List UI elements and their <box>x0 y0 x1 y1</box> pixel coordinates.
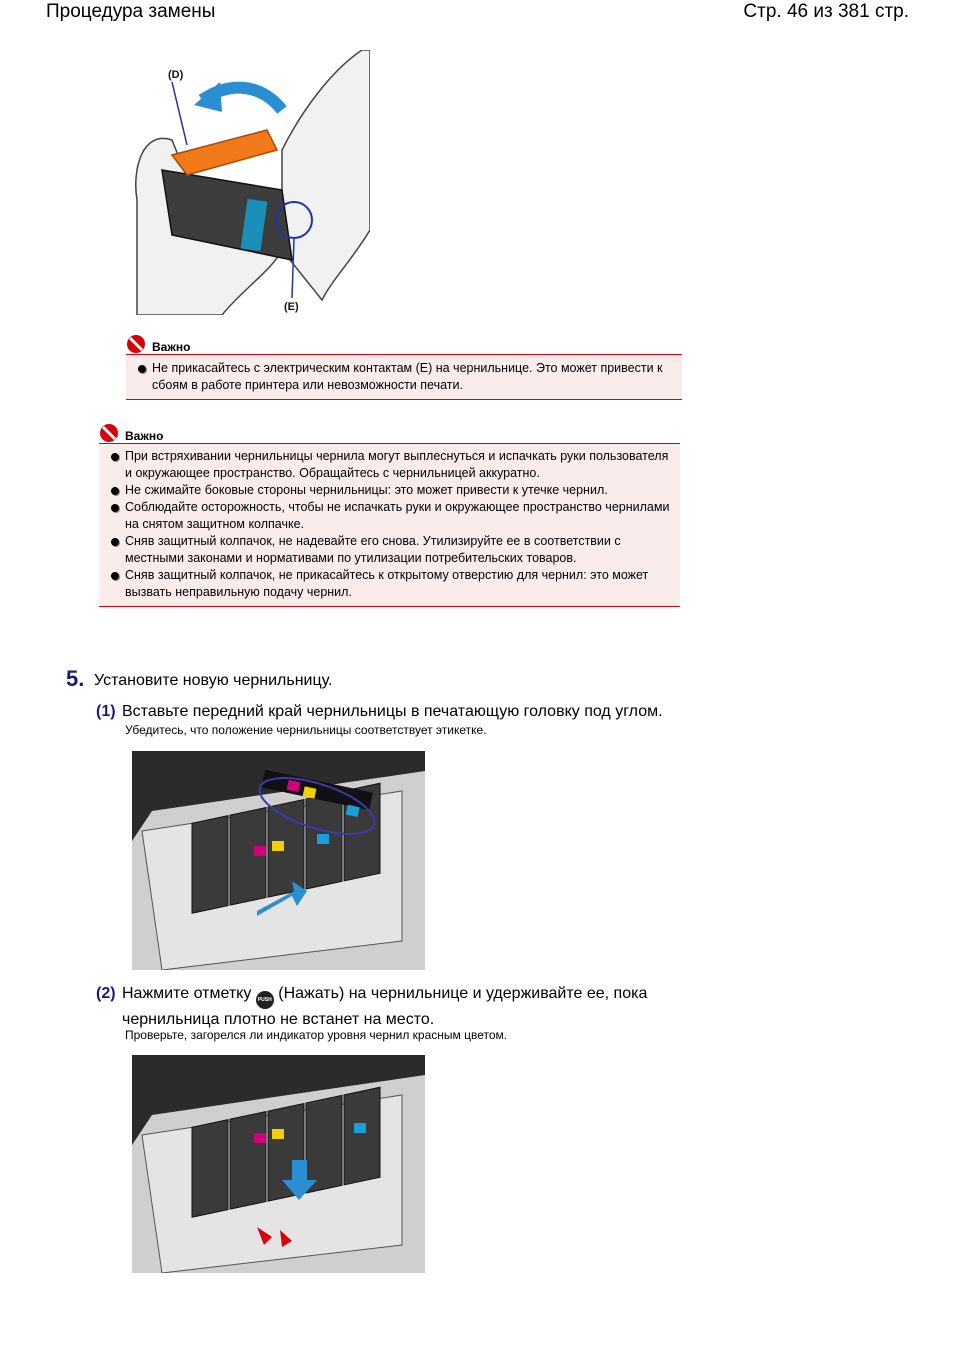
substep-1-note: Убедитесь, что положение чернильницы соответствует этикетке. <box>125 723 487 737</box>
label-e: (E) <box>284 301 299 313</box>
list-item: Сняв защитный колпачок, не надевайте его снова. Утилизируйте ее в соответствии с местными законами и нормативами по утилизации потребительских товаров. <box>111 533 674 567</box>
important-title: Важно <box>152 340 191 354</box>
no-entry-icon <box>126 334 146 354</box>
page-indicator: Стр. 46 из 381 стр. <box>743 1 909 22</box>
figure-push-cartridge <box>132 1055 425 1273</box>
list-item: Не прикасайтесь с электрическим контактам (E) на чернильнице. Это может привести к сбоям в работе принтера или невозможности печати. <box>138 360 676 394</box>
substep-2-text-after: (Нажать) на чернильнице и удерживайте ее, пока <box>278 985 648 1002</box>
page-title: Процедура замены <box>46 1 216 22</box>
step-text: Установите новую чернильницу. <box>94 672 333 689</box>
step-number: 5. <box>66 666 85 691</box>
substep-1-text: Вставьте передний край чернильницы в печатающую головку под углом. <box>122 703 663 720</box>
important-header <box>126 332 190 354</box>
substep-2-text <box>122 983 742 1031</box>
list-item: Сняв защитный колпачок, не прикасайтесь к открытому отверстию для чернил: это может вызвать неправильную подачу чернил. <box>111 567 674 601</box>
important-title: Важно <box>125 429 164 443</box>
substep-1-number: (1) <box>96 703 116 720</box>
important-list <box>99 443 680 607</box>
list-item: При встряхивании чернильницы чернила могут выплеснуться и испачкать руки пользователя и окружающее пространство. Обращайтесь с чернильницей аккуратно. <box>111 448 674 482</box>
important-list <box>126 354 682 400</box>
push-icon: PUSH <box>256 991 274 1009</box>
list-item: Соблюдайте осторожность, чтобы не испачкать руки и окружающее пространство чернилами на снятом защитном колпачке. <box>111 499 674 533</box>
substep-2-note: Проверьте, загорелся ли индикатор уровня чернил красным цветом. <box>125 1028 508 1042</box>
substep-2-number: (2) <box>96 985 116 1002</box>
figure-insert-cartridge <box>132 751 425 970</box>
substep-2-text-before: Нажмите отметку <box>122 985 252 1002</box>
figure-remove-cap <box>132 50 370 315</box>
important-box-2 <box>99 429 680 607</box>
substep-2-text-line2: чернильница плотно не встанет на место. <box>122 1011 435 1028</box>
list-item: Не сжимайте боковые стороны чернильницы: это может привести к утечке чернил. <box>111 482 674 499</box>
no-entry-icon <box>99 423 119 443</box>
important-box-1 <box>126 340 682 400</box>
important-header <box>99 421 163 443</box>
label-d: (D) <box>168 69 184 81</box>
